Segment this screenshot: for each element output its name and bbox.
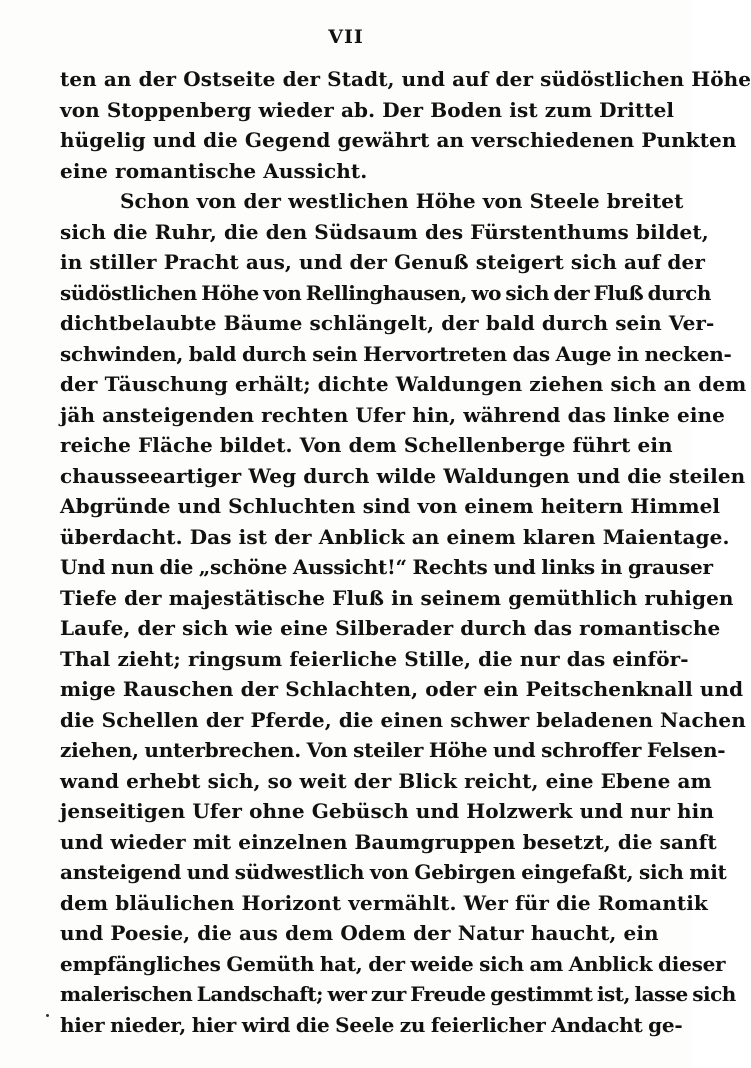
text-line: empfängliches Gemüth hat, der weide sich am Anblick dieser [60, 951, 726, 976]
text-line: Abgründe und Schluchten sind von einem heitern Himmel [60, 494, 721, 518]
text-line: reiche Fläche bildet. Von dem Schellenberge führt ein [60, 433, 673, 457]
text-line: ziehen, unterbrechen. Von steiler Höhe und schroffer Felsen- [60, 738, 726, 762]
page-number: VII [328, 26, 364, 48]
text-line: in stiller Pracht aus, und der Genuß steigert sich auf der [60, 250, 705, 274]
body-text [60, 64, 751, 1040]
print-speck [46, 1014, 49, 1017]
text-line: der Täuschung erhält; dichte Waldungen ziehen sich an dem [60, 372, 747, 396]
text-line: hügelig und die Gegend gewährt an verschiedenen Punkten [60, 128, 737, 152]
text-line: chausseeartiger Weg durch wilde Waldungen und die steilen [60, 463, 746, 488]
text-line: und wieder mit einzelnen Baumgruppen besetzt, die sanft [60, 829, 717, 854]
text-line: dichtbelaubte Bäume schlängelt, der bald durch sein Ver- [60, 311, 715, 335]
text-line: von Stoppenberg wieder ab. Der Boden ist zum Drittel [60, 97, 675, 122]
text-line: Thal zieht; ringsum feierliche Stille, die nur das einför- [60, 646, 689, 671]
text-line: Schon von der westlichen Höhe von Steele breitet [120, 189, 684, 213]
text-line: jenseitigen Ufer ohne Gebüsch und Holzwerk und nur hin [60, 799, 714, 823]
text-line: dem bläulichen Horizont vermählt. Wer für die Romantik [60, 890, 708, 915]
text-line: jäh ansteigenden rechten Ufer hin, während das linke eine [60, 402, 726, 427]
text-line: Laufe, der sich wie eine Silberader durch das romantische [60, 616, 721, 640]
text-line: südöstlichen Höhe von Rellinghausen, wo sich der Fluß durch [60, 280, 711, 305]
text-line: eine romantische Aussicht. [60, 158, 368, 183]
text-line: Tiefe der majestätische Fluß in seinem gemüthlich ruhigen [60, 585, 734, 610]
text-line: überdacht. Das ist der Anblick an einem klaren Maientage. [60, 524, 730, 549]
text-line: sich die Ruhr, die den Südsaum des Fürstenthums bildet, [60, 219, 709, 244]
text-line: Und nun die „schöne Aussicht!“ Rechts und links in grauser [60, 555, 713, 579]
text-line: malerischen Landschaft; wer zur Freude gestimmt ist, lasse sich [60, 982, 736, 1006]
text-line: ten an der Ostseite der Stadt, und auf der südöstlichen Höhe [60, 67, 751, 91]
text-line: wand erhebt sich, so weit der Blick reicht, eine Ebene am [60, 768, 712, 793]
text-line: hier nieder, hier wird die Seele zu feierlicher Andacht ge- [60, 1012, 683, 1037]
text-line: ansteigend und südwestlich von Gebirgen eingefaßt, sich mit [60, 860, 727, 884]
text-line: mige Rauschen der Schlachten, oder ein Peitschenknall und [60, 677, 744, 701]
text-line: schwinden, bald durch sein Hervortreten das Auge in necken- [60, 341, 732, 366]
text-line: und Poesie, die aus dem Odem der Natur haucht, ein [60, 921, 659, 945]
text-line: die Schellen der Pferde, die einen schwer beladenen Nachen [60, 707, 746, 732]
